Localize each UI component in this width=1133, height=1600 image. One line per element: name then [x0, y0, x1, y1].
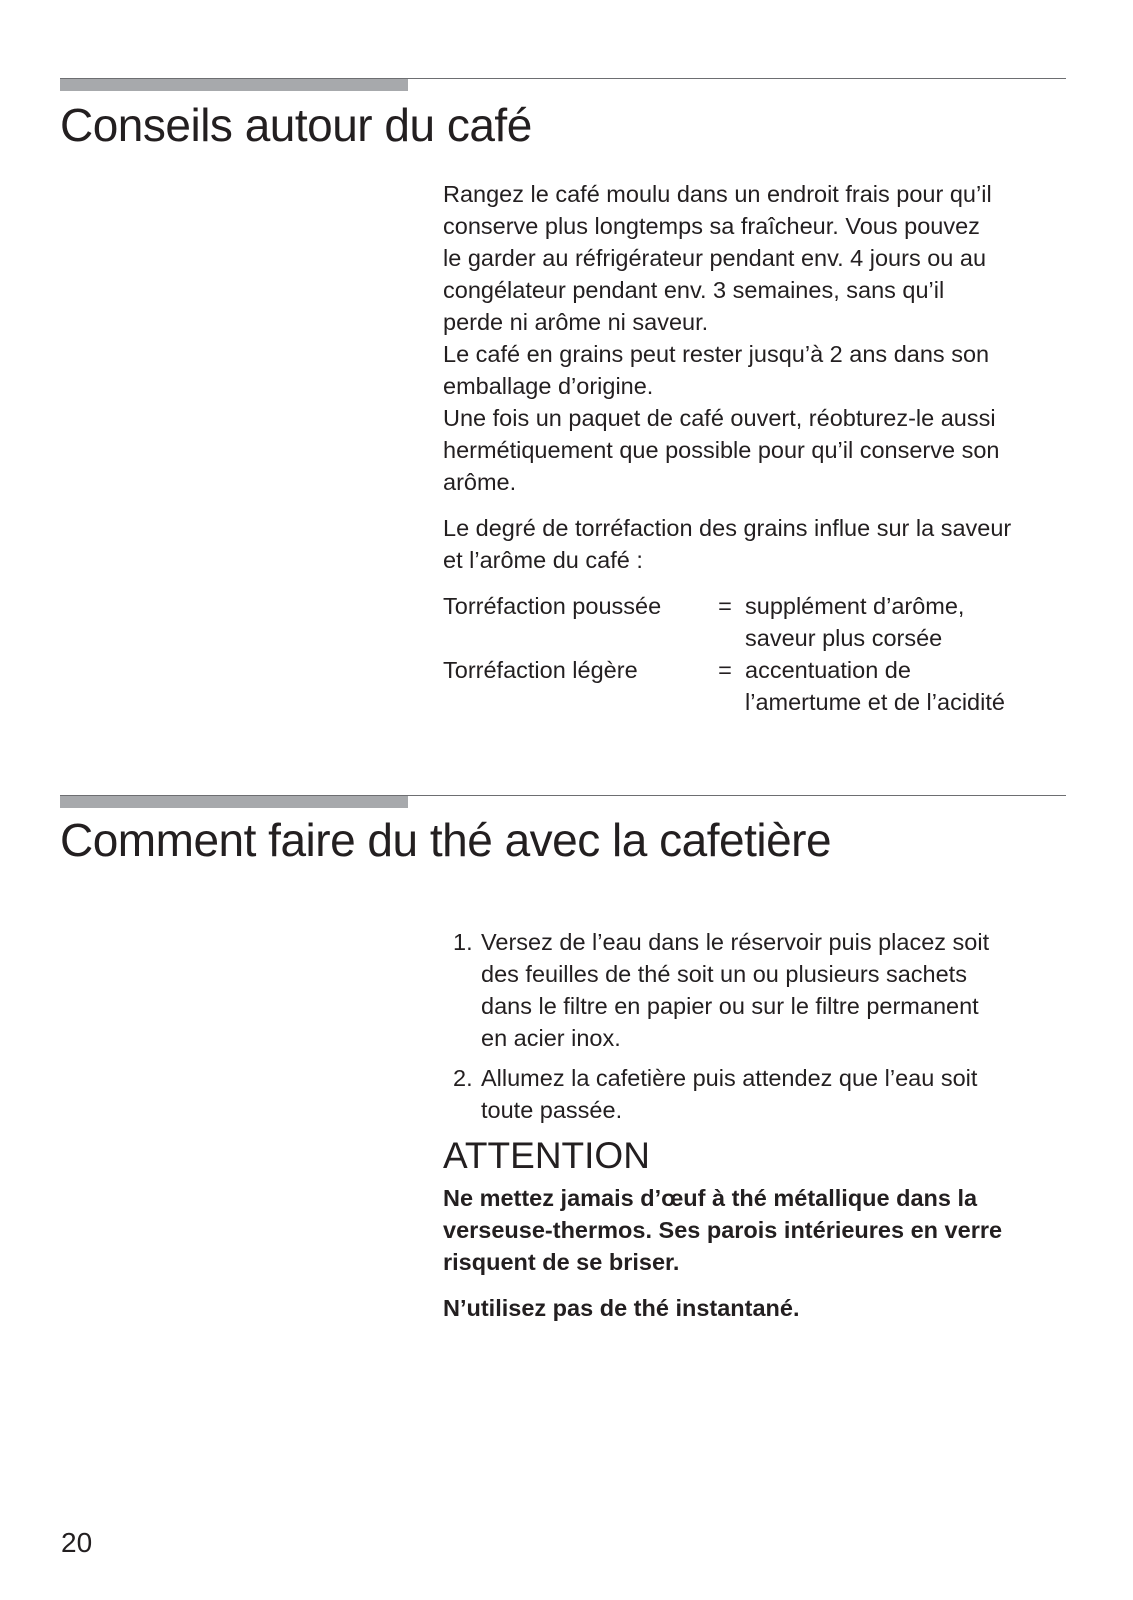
text-line: Ne mettez jamais d’œuf à thé métallique dans la — [443, 1185, 978, 1211]
text-line: toute passée. — [481, 1097, 623, 1123]
roast-term: Torréfaction poussée — [443, 593, 662, 619]
tea-steps-list — [443, 926, 1073, 1126]
text-line: congélateur pendant env. 3 semaines, sans qu’il — [443, 277, 945, 303]
equals-sign: = — [718, 657, 732, 683]
section-rule-line — [60, 795, 1066, 796]
section-title-coffee-tips: Conseils autour du café — [60, 99, 532, 151]
warning-paragraph — [443, 1182, 1073, 1278]
section-rule-bar — [60, 78, 408, 91]
section-rule — [60, 795, 1066, 809]
text-line: et l’arôme du café : — [443, 547, 643, 573]
text-line: des feuilles de thé soit un ou plusieurs sachets — [481, 961, 967, 987]
text-line: Versez de l’eau dans le réservoir puis placez soit — [481, 929, 990, 955]
text-line: Le café en grains peut rester jusqu’à 2 ans dans son — [443, 341, 990, 367]
attention-heading: ATTENTION — [443, 1135, 650, 1176]
text-line: hermétiquement que possible pour qu’il conserve son — [443, 437, 1000, 463]
roast-description: accentuation de — [745, 657, 911, 683]
tea-body — [443, 926, 1073, 1324]
section-rule-bar — [60, 795, 408, 808]
text-line: Rangez le café moulu dans un endroit frais pour qu’il — [443, 181, 992, 207]
step-number: 1. — [453, 929, 473, 955]
text-line: risquent de se briser. — [443, 1249, 680, 1275]
list-item — [443, 1062, 1073, 1126]
text-line: arôme. — [443, 469, 517, 495]
roast-description: supplément d’arôme, — [745, 593, 965, 619]
text-line: dans le filtre en papier ou sur le filtre permanent — [481, 993, 979, 1019]
coffee-tips-body — [443, 178, 1073, 718]
text-line: en acier inox. — [481, 1025, 621, 1051]
text-line: perde ni arôme ni saveur. — [443, 309, 709, 335]
text-line: verseuse-thermos. Ses parois intérieures en verre — [443, 1217, 1003, 1243]
page-number: 20 — [61, 1527, 93, 1558]
text-line: Allumez la cafetière puis attendez que l’eau soit — [481, 1065, 978, 1091]
section-rule — [60, 78, 1066, 92]
section-rule-line — [60, 78, 1066, 79]
equals-sign: = — [718, 593, 732, 619]
step-number: 2. — [453, 1065, 473, 1091]
text-line: le garder au réfrigérateur pendant env. 4 jours ou au — [443, 245, 987, 271]
list-item — [443, 926, 1073, 1054]
text-line: Le degré de torréfaction des grains influe sur la saveur — [443, 515, 1012, 541]
text-line: emballage d’origine. — [443, 373, 654, 399]
section-title-tea: Comment faire du thé avec la cafetière — [60, 814, 832, 866]
roast-term: Torréfaction légère — [443, 657, 638, 683]
roast-description: saveur plus corsée — [745, 625, 943, 651]
warning-instant-tea: N’utilisez pas de thé instantané. — [443, 1295, 800, 1321]
roast-description: l’amertume et de l’acidité — [745, 689, 1005, 715]
text-line: conserve plus longtemps sa fraîcheur. Vous pouvez — [443, 213, 980, 239]
roast-definition-list — [443, 590, 1073, 718]
storage-paragraph — [443, 178, 1073, 498]
text-line: Une fois un paquet de café ouvert, réobturez-le aussi — [443, 405, 996, 431]
roast-intro-paragraph — [443, 512, 1073, 576]
